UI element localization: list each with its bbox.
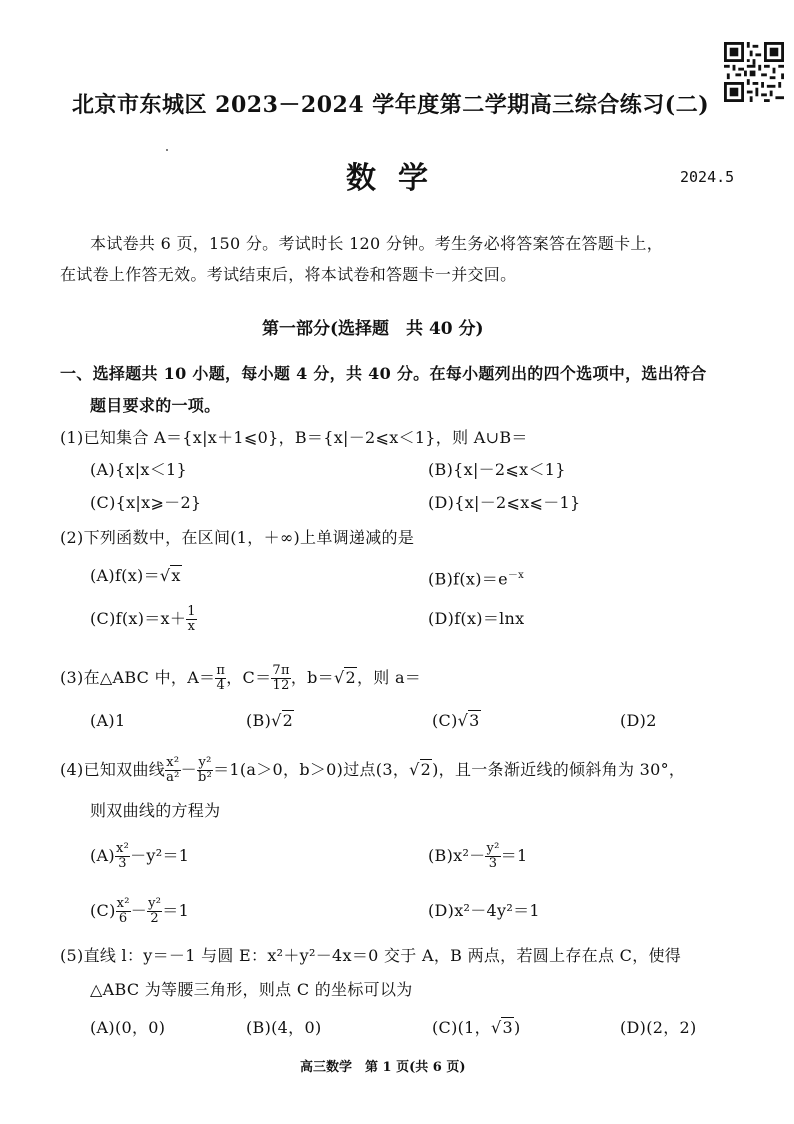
q3-option-c: (C)√3	[432, 711, 480, 730]
q3-option-a: (A)1	[90, 711, 126, 730]
q3-option-d: (D)2	[620, 711, 657, 730]
exam-date: 2024.5	[680, 168, 735, 186]
q4-option-a: (A) $\frac{\text{x²}}{3}$ －y²＝1	[90, 841, 190, 871]
q3-option-b: (B)√2	[246, 711, 294, 730]
q4-x-fraction: $\frac{\text{x²}}{\text{a²}}$	[166, 755, 180, 785]
q5-option-d: (D)(2，2)	[620, 1018, 697, 1037]
part-heading: 第一部分(选择题 共 40 分)	[262, 319, 484, 339]
q3-angle-a-fraction: $\frac{\pi}{4}$	[216, 663, 226, 693]
q2-c-text: (C)f(x)＝x＋	[90, 609, 187, 628]
q3-angle-c-fraction: $\frac{7\pi}{12}$	[272, 663, 290, 693]
q1-option-a: (A){x|x＜1}	[90, 460, 188, 479]
q4-y-fraction: $\frac{\text{y²}}{\text{b²}}$	[197, 755, 213, 785]
section-heading-line-1: 一、选择题共 10 小题，每小题 4 分，共 40 分。在每小题列出的四个选项中，选出符合	[60, 364, 707, 383]
question-2-stem: (2)下列函数中，在区间(1，＋∞)上单调递减的是	[60, 528, 415, 547]
qr-code-icon	[724, 42, 784, 102]
q2-b-exponent: －x	[507, 570, 525, 581]
instructions-line-1: 本试卷共 6 页，150 分。考试时长 120 分钟。考生务必将答案答在答题卡上，	[90, 234, 663, 253]
q1-option-b: (B){x|－2⩽x＜1}	[428, 460, 566, 479]
question-3-stem: (3)在△ABC 中，A＝ $\frac{\pi}{4}$ ，C＝ $\frac{7\pi}{12}$ ，b＝√2，则 a＝	[60, 663, 422, 693]
q2-option-a: (A)f(x)＝√x	[90, 566, 181, 585]
q5-option-c: (C)(1，√3)	[432, 1018, 521, 1037]
subject-title: 数学	[346, 161, 450, 196]
question-4-stem: (4)已知双曲线 $\frac{\text{x²}}{\text{a²}}$ － $\frac{\text{y²}}{\text{b²}}$ ＝1(a＞0，b＞0)过点(3，√2)，且一条渐近线的倾斜角为 30°，	[60, 755, 686, 785]
page-footer: 高三数学 第 1 页(共 6 页)	[300, 1060, 466, 1075]
q4-option-b: (B)x²－ $\frac{\text{y²}}{3}$ ＝1	[428, 841, 528, 871]
q4-option-d: (D)x²－4y²＝1	[428, 901, 540, 920]
q1-option-d: (D){x|－2⩽x⩽－1}	[428, 493, 581, 512]
q2-option-c	[90, 601, 197, 637]
q2-a-text: (A)f(x)＝	[90, 566, 160, 585]
q2-option-b	[428, 566, 524, 589]
question-5-line-1: (5)直线 l：y＝－1 与圆 E：x²＋y²－4x＝0 交于 A，B 两点，若圆上存在点 C，使得	[60, 946, 682, 965]
instructions-line-2: 在试卷上作答无效。考试结束后，将本试卷和答题卡一并交回。	[60, 265, 517, 284]
q5-option-b: (B)(4，0)	[246, 1018, 322, 1037]
q4-option-c: (C) $\frac{\text{x²}}{6}$ － $\frac{\text{y²}}{2}$ ＝1	[90, 896, 190, 926]
section-heading-line-2: 题目要求的一项。	[90, 396, 221, 415]
q2-b-text: (B)f(x)＝e	[428, 569, 508, 589]
q1-option-c: (C){x|x⩾－2}	[90, 493, 202, 512]
question-1-stem: (1)已知集合 A＝{x|x＋1⩽0}，B＝{x|－2⩽x＜1}，则 A∪B＝	[60, 428, 528, 447]
q5-option-a: (A)(0，0)	[90, 1018, 166, 1037]
q2-option-d: (D)f(x)＝lnx	[428, 609, 525, 628]
q2-c-fraction: $\frac{1}{x}$	[187, 604, 196, 634]
exam-title: 北京市东城区 2023－2024 学年度第二学期高三综合练习(二)	[72, 92, 710, 118]
scan-speck	[166, 149, 168, 151]
question-5-line-2: △ABC 为等腰三角形，则点 C 的坐标可以为	[90, 980, 413, 999]
q2-a-radicand: x	[171, 566, 181, 585]
question-4-line-2: 则双曲线的方程为	[90, 801, 221, 820]
